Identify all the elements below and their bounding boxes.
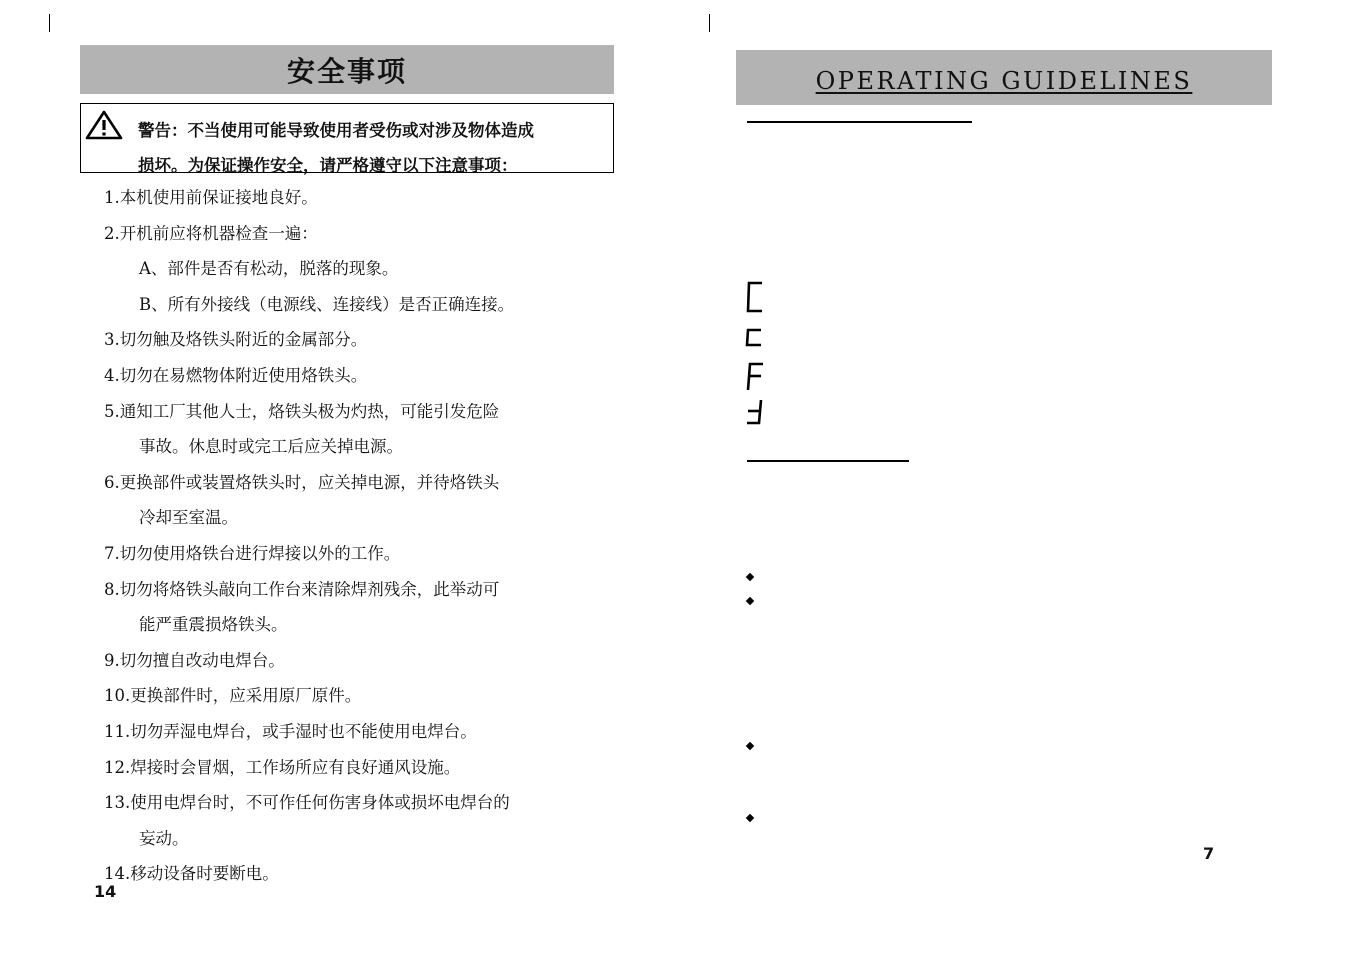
page-number-right: 7 [1203,844,1215,863]
warning-triangle-icon [85,110,123,140]
safety-item-continuation: 事故。休息时或完工后应关掉电源。 [139,437,403,457]
lcd-f-icon [745,362,767,392]
safety-title-bar [80,45,614,94]
bullet-icon [746,573,754,581]
lcd-d-icon [745,398,767,426]
safety-item: 11.切勿弄湿电焊台，或手湿时也不能使用电焊台。 [104,721,477,741]
bullet-icon [746,597,754,605]
safety-item: 14.移动设备时要断电。 [104,864,279,884]
safety-subitem: B、所有外接线（电源线、连接线）是否正确连接。 [139,294,515,314]
safety-item: 2.开机前应将机器检查一遍： [104,223,318,243]
warning-box [80,103,614,173]
guidelines-title: OPERATING GUIDELINES [815,66,1193,95]
safety-title: 安全事项 [286,54,407,88]
safety-item: 6.更换部件或装置烙铁头时，应关掉电源，并待烙铁头 [104,472,500,492]
lcd-c-small-icon [745,328,765,348]
safety-item: 9.切勿擅自改动电焊台。 [104,650,285,670]
safety-item: 7.切勿使用烙铁台进行焊接以外的工作。 [104,543,401,563]
safety-item: 13.使用电焊台时，不可作任何伤害身体或损坏电焊台的 [104,793,510,813]
guidelines-title-bar [736,50,1272,105]
warning-line: 损坏。为保证操作安全，请严格遵守以下注意事项： [138,156,518,175]
safety-item: 12.焊接时会冒烟，工作场所应有良好通风设施。 [104,757,461,777]
section-rule [747,460,909,462]
safety-item-continuation: 冷却至室温。 [139,508,238,528]
page-number-left: 14 [94,882,117,901]
safety-item: 3.切勿触及烙铁头附近的金属部分。 [104,330,368,350]
section-rule [747,121,972,123]
warning-line: 警告：不当使用可能导致使用者受伤或对涉及物体造成 [138,121,534,140]
bullet-icon [746,742,754,750]
lcd-c-large-icon [745,281,765,313]
safety-item-continuation: 能严重震损烙铁头。 [139,615,288,635]
safety-subitem: A、部件是否有松动，脱落的现象。 [139,259,399,279]
safety-item: 10.更换部件时，应采用原厂原件。 [104,686,362,706]
warning-text [138,113,618,183]
safety-item: 8.切勿将烙铁头敲向工作台来清除焊剂残余，此举动可 [104,579,500,599]
safety-item: 4.切勿在易燃物体附近使用烙铁头。 [104,365,368,385]
safety-list [104,180,624,892]
bullet-icon [746,814,754,822]
safety-item: 1.本机使用前保证接地良好。 [104,188,318,207]
safety-item-continuation: 妄动。 [139,828,189,848]
crop-mark-right [709,14,710,32]
safety-item: 5.通知工厂其他人士，烙铁头极为灼热，可能引发危险 [104,401,500,421]
